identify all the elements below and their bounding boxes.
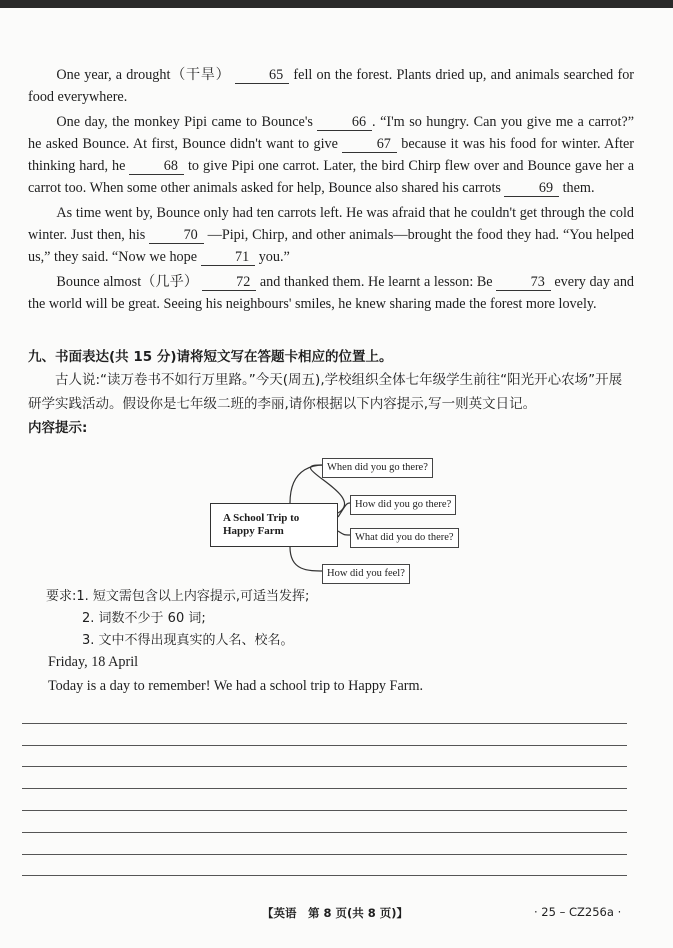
blank-72[interactable]: 72 — [202, 274, 257, 291]
cloze-passage — [28, 64, 634, 315]
requirement-1: 要求:1. 短文需包含以上内容提示,可适当发挥; — [46, 589, 310, 604]
mind-map — [28, 455, 634, 590]
footer-page-info: 【英语 第 8 页(共 8 页)】 — [262, 906, 409, 920]
text: . “I'm so hungry. Can you give me a carrot?” he asked Bounce. At first, Bounce didn't want to give — [28, 114, 634, 152]
writing-prompt: 古人说:“读万卷书不如行万里路。”今天(周五),学校组织全体七年级学生前往“阳光开心农场”开展研学实践活动。假设你是七年级二班的李丽,请你根据以下内容提示,写一则英文日记。 — [28, 372, 623, 412]
writing-line[interactable] — [22, 702, 627, 724]
section-title: 九、书面表达(共 15 分)请将短文写在答题卡相应的位置上。 — [28, 349, 393, 365]
connector-q4 — [290, 547, 324, 571]
text: Bounce almost（几乎） — [56, 274, 199, 290]
writing-line[interactable] — [22, 811, 627, 833]
connector-q3 — [338, 531, 350, 535]
page-top-edge — [0, 0, 673, 8]
blank-65[interactable]: 65 — [235, 67, 290, 84]
footer-code: · 25 – CZ256a · — [534, 905, 622, 919]
writing-line[interactable] — [22, 833, 627, 855]
text: and thanked them. He learnt a lesson: Be — [259, 274, 493, 290]
hint-label: 内容提示: — [28, 420, 88, 436]
text: fell on the forest. Plants dried up, and animals searched for food everywhere. — [28, 67, 635, 105]
question-box-when: When did you go there? — [322, 458, 433, 478]
blank-66[interactable]: 66 — [317, 114, 372, 131]
text: One day, the monkey Pipi came to Bounce's — [56, 114, 313, 130]
writing-section — [28, 346, 634, 440]
paragraph-3 — [28, 202, 634, 268]
diary-opening: Today is a day to remember! We had a school trip to Happy Farm. — [48, 678, 424, 694]
blank-68[interactable]: 68 — [129, 158, 184, 175]
blank-73[interactable]: 73 — [496, 274, 551, 291]
text: because it was his food for winter. After thinking hard, he — [28, 136, 635, 174]
text: you.” — [258, 249, 290, 265]
text: One year, a drought（干旱） — [56, 67, 231, 83]
center-topic-box — [210, 503, 338, 547]
diary-date: Friday, 18 April — [48, 654, 139, 670]
paragraph-4 — [28, 271, 634, 315]
text: As time went by, Bounce only had ten carrots left. He was afraid that he couldn't get through the cold winter. Just then, his — [28, 205, 634, 243]
text: them. — [562, 180, 595, 196]
question-box-what-do: What did you do there? — [350, 528, 459, 548]
connector-q1b — [290, 465, 324, 503]
writing-line[interactable] — [22, 746, 627, 768]
center-topic-line2: Happy Farm — [223, 525, 284, 537]
writing-lines[interactable] — [22, 702, 627, 876]
requirement-3: 3. 文中不得出现真实的人名、校名。 — [82, 633, 294, 648]
text: —Pipi, Chirp, and other animals—brought the food they had. “You helped us,” they said. “Now we hope — [28, 227, 634, 265]
text: every day and the world will be great. Seeing his neighbours' smiles, he knew sharing made the forest more lovely. — [28, 274, 635, 312]
blank-71[interactable]: 71 — [201, 249, 256, 266]
writing-line[interactable] — [22, 789, 627, 811]
requirements — [46, 586, 634, 652]
diary-start — [48, 650, 634, 698]
paragraph-2 — [28, 111, 634, 199]
question-box-feel: How did you feel? — [322, 564, 410, 584]
blank-70[interactable]: 70 — [149, 227, 204, 244]
writing-line[interactable] — [22, 724, 627, 746]
blank-69[interactable]: 69 — [504, 180, 559, 197]
paragraph-1 — [28, 64, 634, 108]
question-box-how-go: How did you go there? — [350, 495, 456, 515]
text: to give Pipi one carrot. Later, the bird Chirp flew over and Bounce gave her a carrot too. When some other animals asked for help, Bounce also shared his carrots — [28, 158, 634, 196]
requirement-2: 2. 词数不少于 60 词; — [82, 611, 206, 626]
center-topic-line1: A School Trip to — [223, 512, 300, 524]
writing-line[interactable] — [22, 855, 627, 877]
blank-67[interactable]: 67 — [342, 136, 397, 153]
writing-line[interactable] — [22, 767, 627, 789]
